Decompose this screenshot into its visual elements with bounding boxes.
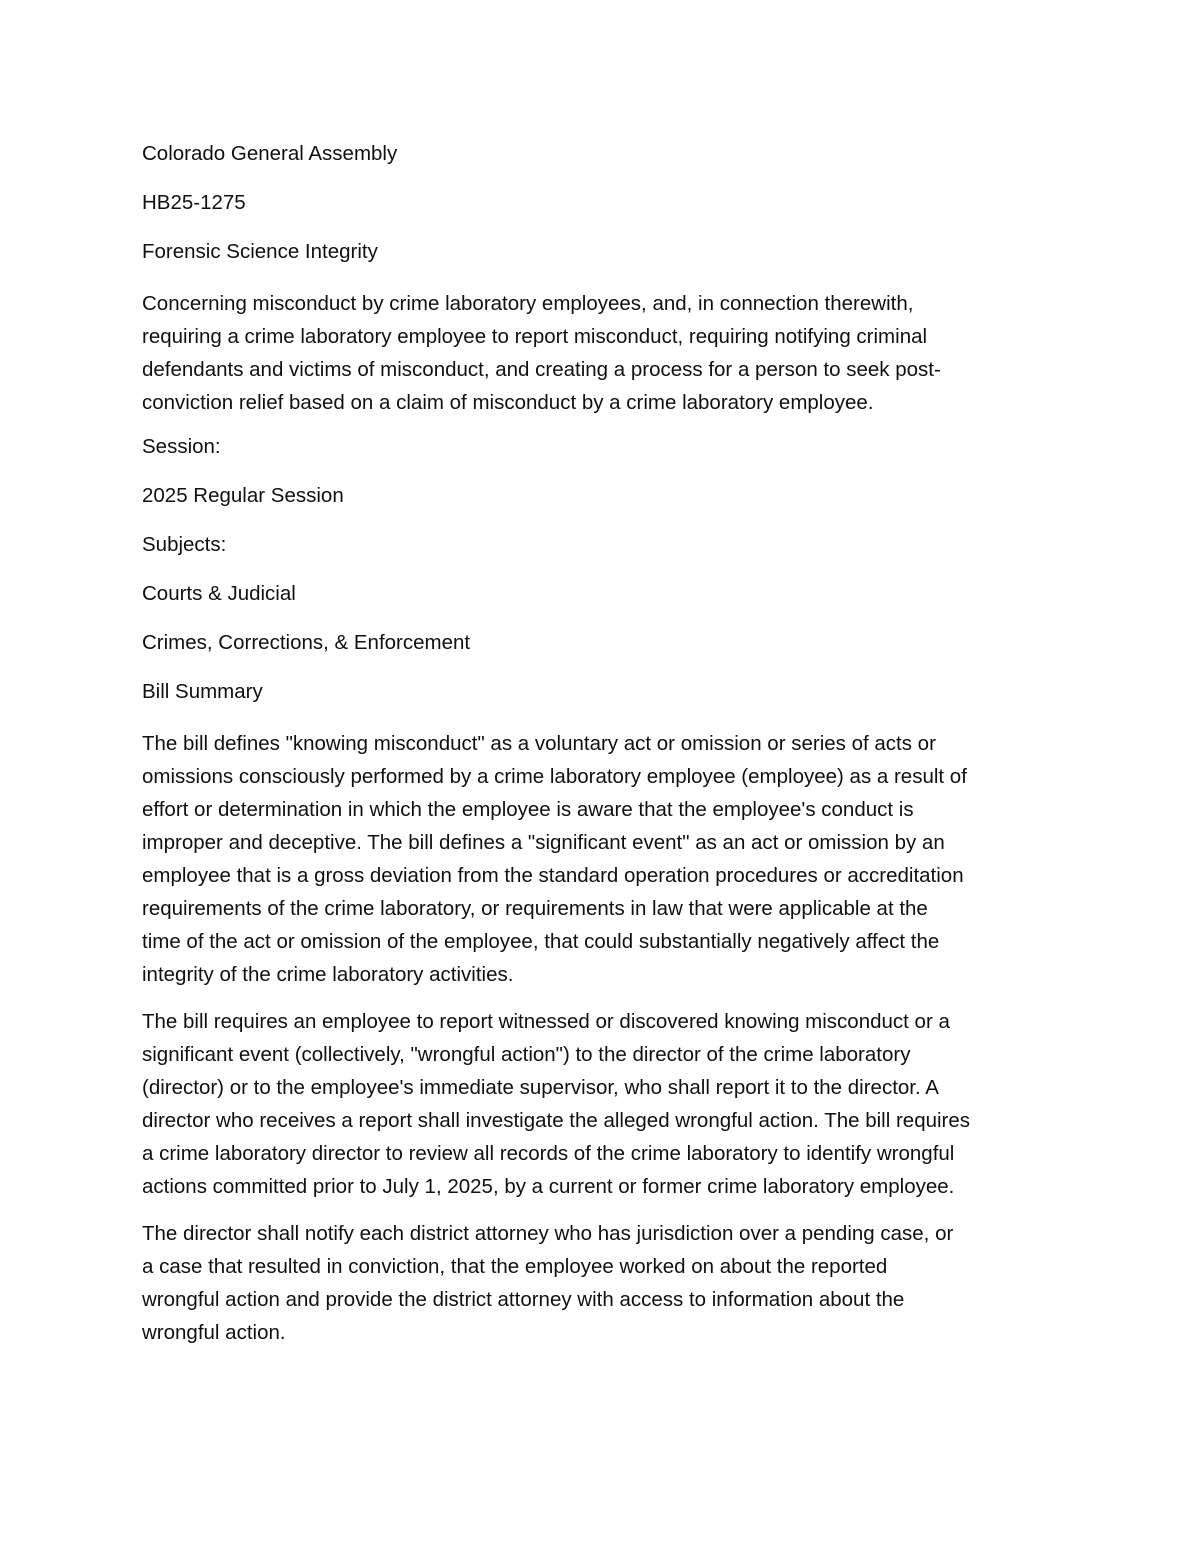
paragraph-line: (director) or to the employee's immediate supervisor, who shall report it to the director. A: [142, 1076, 939, 1099]
subjects-label: Subjects:: [142, 533, 227, 556]
paragraph-line: wrongful action and provide the district attorney with access to information about the: [142, 1288, 905, 1311]
paragraph-line: requirements of the crime laboratory, or requirements in law that were applicable at the: [142, 897, 928, 920]
paragraph-line: a case that resulted in conviction, that the employee worked on about the reported: [142, 1255, 888, 1278]
long-title-line: Concerning misconduct by crime laboratory employees, and, in connection therewith,: [142, 292, 914, 315]
long-title-line: defendants and victims of misconduct, and creating a process for a person to seek post-: [142, 358, 941, 381]
bill-long-title: [142, 287, 1062, 419]
assembly-name: Colorado General Assembly: [142, 142, 398, 165]
long-title-line: requiring a crime laboratory employee to report misconduct, requiring notifying criminal: [142, 325, 928, 348]
subject-item: Crimes, Corrections, & Enforcement: [142, 631, 471, 654]
paragraph-line: improper and deceptive. The bill defines a "significant event" as an act or omission by an: [142, 831, 945, 854]
bill-number: HB25-1275: [142, 191, 246, 214]
subject-item: Courts & Judicial: [142, 582, 296, 605]
paragraph-line: wrongful action.: [142, 1321, 286, 1344]
long-title-line: conviction relief based on a claim of misconduct by a crime laboratory employee.: [142, 391, 874, 414]
paragraph-line: effort or determination in which the employee is aware that the employee's conduct is: [142, 798, 914, 821]
summary-paragraph-1: [142, 727, 1062, 991]
bill-short-title: Forensic Science Integrity: [142, 240, 378, 263]
paragraph-line: director who receives a report shall investigate the alleged wrongful action. The bill requires: [142, 1109, 971, 1132]
document-body: [142, 140, 1062, 1363]
session-label: Session:: [142, 435, 221, 458]
paragraph-line: omissions consciously performed by a crime laboratory employee (employee) as a result of: [142, 765, 967, 788]
paragraph-line: a crime laboratory director to review all records of the crime laboratory to identify wrongful: [142, 1142, 955, 1165]
paragraph-line: integrity of the crime laboratory activities.: [142, 963, 514, 986]
paragraph-line: The bill defines "knowing misconduct" as a voluntary act or omission or series of acts or: [142, 732, 936, 755]
paragraph-line: employee that is a gross deviation from the standard operation procedures or accreditation: [142, 864, 964, 887]
summary-paragraph-3: [142, 1217, 1062, 1349]
summary-heading: Bill Summary: [142, 680, 263, 703]
paragraph-line: The director shall notify each district attorney who has jurisdiction over a pending case, or: [142, 1222, 954, 1245]
paragraph-line: significant event (collectively, "wrongful action") to the director of the crime laboratory: [142, 1043, 911, 1066]
paragraph-line: time of the act or omission of the employee, that could substantially negatively affect the: [142, 930, 940, 953]
paragraph-line: actions committed prior to July 1, 2025, by a current or former crime laboratory employee.: [142, 1175, 955, 1198]
paragraph-line: The bill requires an employee to report witnessed or discovered knowing misconduct or a: [142, 1010, 950, 1033]
session-value: 2025 Regular Session: [142, 484, 344, 507]
summary-paragraph-2: [142, 1005, 1062, 1203]
